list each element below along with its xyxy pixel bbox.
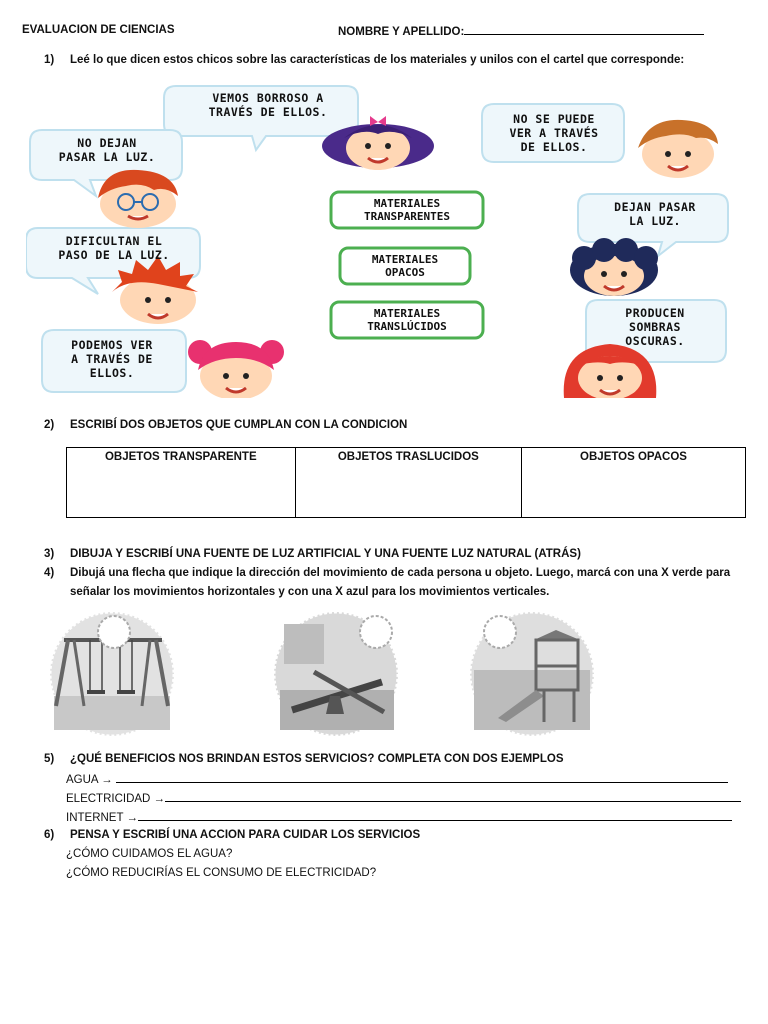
question-text: ¿QUÉ BENEFICIOS NOS BRINDAN ESTOS SERVICIOS? COMPLETA CON DOS EJEMPLOS	[70, 753, 564, 765]
bubble-text-2: NO DEJAN PASAR LA LUZ.	[58, 136, 156, 164]
column-header: OBJETOS OPACOS	[580, 451, 687, 463]
label-translucidos[interactable]: MATERIALES TRANSLÚCIDOS	[367, 307, 447, 333]
bubble-text-7: PRODUCEN SOMBRAS OSCURAS.	[625, 306, 685, 348]
bubble-text-6: PODEMOS VER A TRAVÉS DE ELLOS.	[71, 338, 153, 380]
answer-circle-3	[484, 616, 516, 648]
column-header: OBJETOS TRANSPARENTE	[104, 451, 257, 463]
bubble-text-1: VEMOS BORROSO A TRAVÉS DE ELLOS.	[208, 91, 328, 119]
label-opacos[interactable]: MATERIALES OPACOS	[371, 253, 439, 279]
girl-pink-pigtails	[188, 340, 284, 398]
playground-images	[44, 610, 624, 740]
question-5	[44, 753, 764, 765]
question-text: ESCRIBÍ DOS OBJETOS QUE CUMPLAN CON LA CONDICION	[70, 419, 408, 431]
question-6-electricity: ¿CÓMO REDUCIRÍAS EL CONSUMO DE ELECTRICIDAD?	[66, 867, 377, 879]
question-number: 5)	[44, 753, 55, 765]
question-3	[44, 548, 764, 560]
column-header: OBJETOS TRASLUCIDOS	[337, 451, 479, 463]
answer-circle-2	[360, 616, 392, 648]
label-transparentes[interactable]: MATERIALES TRANSPARENTES	[363, 197, 451, 223]
answer-label: ELECTRICIDAD →	[66, 793, 166, 805]
bubble-text-3: NO SE PUEDE VER A TRAVÉS DE ELLOS.	[509, 112, 599, 154]
name-label: NOMBRE Y APELLIDO:	[338, 26, 465, 38]
answer-label: AGUA →	[66, 774, 113, 786]
question-2	[44, 419, 744, 431]
answer-internet[interactable]	[66, 810, 746, 824]
question-6-water: ¿CÓMO CUIDAMOS EL AGUA?	[66, 848, 233, 860]
name-field[interactable]	[338, 24, 704, 38]
seesaw-image	[274, 612, 398, 736]
answer-line	[165, 791, 741, 802]
question-number: 3)	[44, 548, 55, 560]
answer-electricidad[interactable]	[66, 791, 746, 805]
boy-red-hair-glasses	[98, 170, 178, 228]
question-text: DIBUJA Y ESCRIBÍ UNA FUENTE DE LUZ ARTIFICIAL Y UNA FUENTE LUZ NATURAL (ATRÁS)	[70, 548, 581, 560]
column-traslucidos[interactable]	[295, 448, 521, 518]
objects-table	[66, 447, 746, 518]
question-1	[44, 54, 744, 66]
bubble-text-5: DEJAN PASAR LA LUZ.	[614, 200, 696, 228]
question-number: 2)	[44, 419, 55, 431]
question-text: PENSA Y ESCRIBÍ UNA ACCION PARA CUIDAR LOS SERVICIOS	[70, 829, 421, 841]
answer-agua[interactable]	[66, 772, 746, 786]
question-text: Leé lo que dicen estos chicos sobre las características de los materiales y unilos con el cartel que corresponde:	[70, 54, 685, 66]
slide-image	[470, 612, 594, 736]
question-number: 1)	[44, 54, 55, 66]
boy-black-curly-hair	[570, 238, 658, 296]
question-4-line-2: señalar los movimientos horizontales y con una X azul para los movimientos verticales.	[70, 586, 550, 598]
worksheet-title: EVALUACION DE CIENCIAS	[22, 24, 175, 36]
swings-image	[50, 612, 174, 736]
question-4	[44, 567, 764, 579]
name-line	[464, 24, 704, 35]
answer-circle-1	[98, 616, 130, 648]
answer-label: INTERNET →	[66, 812, 138, 824]
question-number: 4)	[44, 567, 55, 579]
column-transparente[interactable]	[67, 448, 296, 518]
question-number: 6)	[44, 829, 55, 841]
boy-brown-hair	[638, 120, 718, 178]
bubble-text-4: DIFICULTAN EL PASO DE LA LUZ.	[58, 234, 170, 262]
question-text: Dibujá una flecha que indique la dirección del movimiento de cada persona u objeto. Luego, marcá con una X verde para	[70, 567, 731, 579]
answer-line	[138, 810, 732, 821]
answer-line	[116, 772, 728, 783]
column-opacos[interactable]	[522, 448, 746, 518]
question-6	[44, 829, 764, 841]
